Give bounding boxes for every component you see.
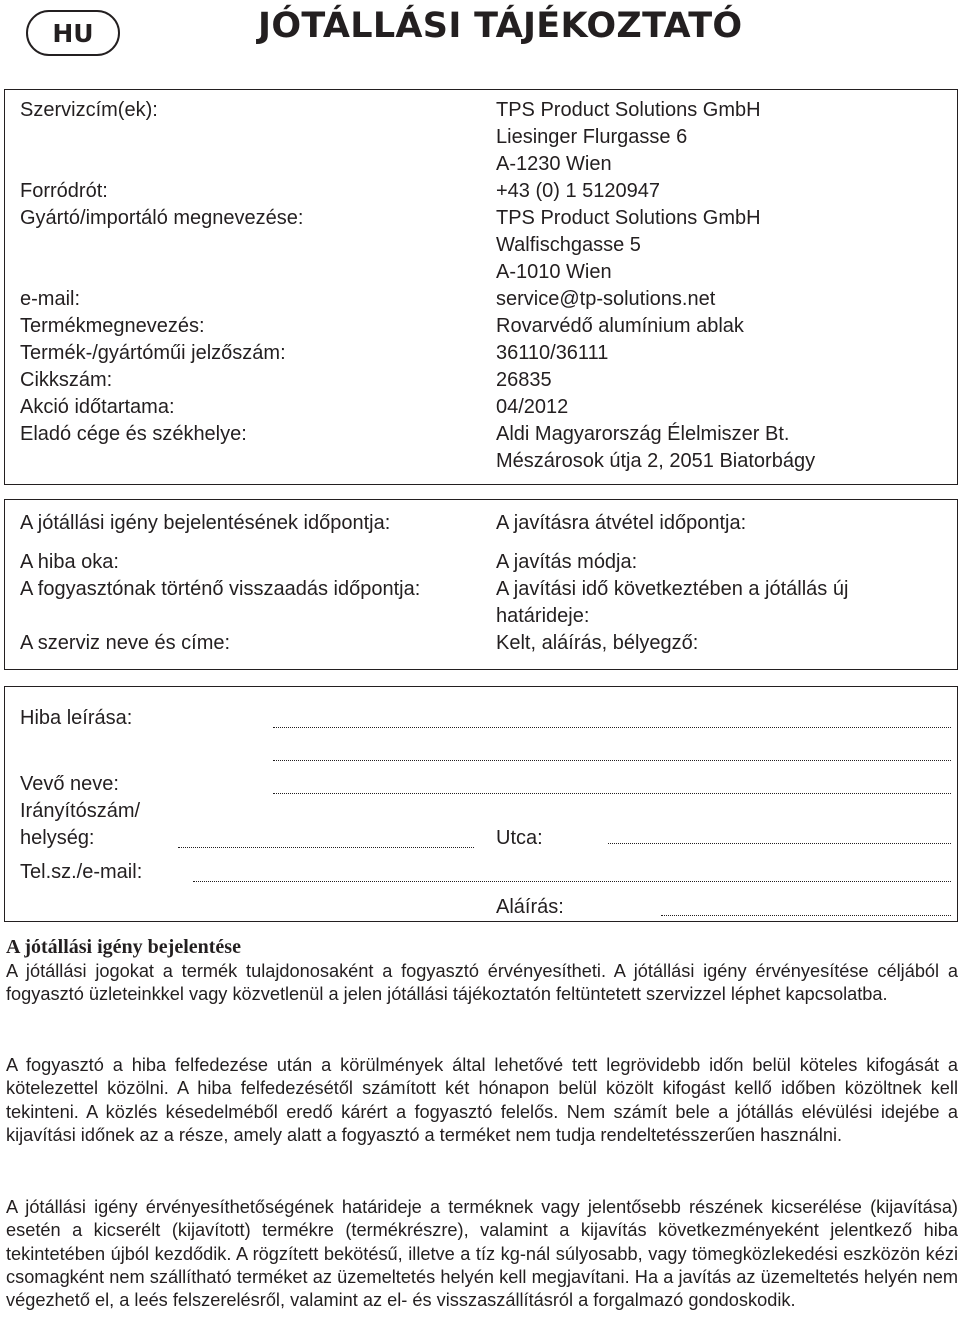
return-date-label: A fogyasztónak történő visszaadás időpontja:	[20, 578, 421, 600]
zip-label-cont: helység:	[20, 827, 95, 849]
article-value: 26835	[496, 369, 552, 391]
product-value: Rovarvédő alumínium ablak	[496, 315, 744, 337]
code-value: 36110/36111	[496, 342, 609, 364]
zip-field[interactable]	[178, 847, 474, 848]
email-value: service@tp-solutions.net	[496, 288, 716, 310]
paragraph: A fogyasztó a hiba felfedezése után a körülmények által lehetővé tett legrövidebb időn belül köteles kifogását a kötelezettel közölni. A hiba felfedezésétől számított két hónapon belül közölt kifogást kellő időben közöltnek kell tekinteni. A közlés késedelméből eredő kárért a fogyasztó felelős. Nem számít bele a jótállás elévülési idejébe a kijavítási időnek az a része, amely alatt a fogyasztó a terméket nem tudja rendeltetésszerűen használni.	[6, 1055, 958, 1145]
buyer-name-field[interactable]	[273, 793, 951, 794]
phone-field[interactable]	[193, 881, 951, 882]
repair-received-label: A javításra átvétel időpontja:	[496, 512, 747, 534]
defect-cause-label: A hiba oka:	[20, 551, 119, 573]
service-line: Liesinger Flurgasse 6	[496, 126, 688, 148]
language-badge: HU	[26, 10, 120, 56]
zip-label: Irányítószám/	[20, 800, 141, 822]
paragraph: A jótállási igény érvényesíthetőségének határideje a terméknek vagy jelentősebb részének kicserélése (kijavítása) esetén a kicserélt (kijavított) termékre (termékrészre), valamint a kijavítás következményeként jelentkező hiba tekintetében újból kezdődik. A rögzített bekötésű, illetve a tíz kg-nál súlyosabb, vagy tömegközlekedési eszközön kézi csomagként nem szállítható terméket az üzemeltetés helyén kell megjavítani. Ha a javítás az üzemeltetés helyén nem végezhető el, a leés felszerelésről, valamint az el- és visszaszállításról a forgalmazó gondoskodik.	[6, 1197, 958, 1311]
code-label: Termék-/gyártóműi jelzőszám:	[20, 342, 286, 364]
claim-date-label: A jótállási igény bejelentésének időpontja:	[20, 512, 391, 534]
article-label: Cikkszám:	[20, 369, 113, 391]
seller-line: Aldi Magyarország Élelmiszer Bt.	[496, 423, 790, 445]
new-deadline-label: A javítási idő következtében a jótállás új	[496, 578, 849, 600]
buyer-name-label: Vevő neve:	[20, 773, 119, 795]
phone-label: Tel.sz./e-mail:	[20, 861, 143, 883]
service-line: A-1230 Wien	[496, 153, 612, 175]
street-field[interactable]	[608, 843, 951, 844]
info-box	[4, 89, 958, 485]
service-name-label: A szerviz neve és címe:	[20, 632, 231, 654]
service-label: Szervizcím(ek):	[20, 99, 158, 121]
claim-box	[4, 499, 958, 670]
new-deadline-label-cont: határideje:	[496, 605, 590, 627]
page-title: JÓTÁLLÁSI TÁJÉKOZTATÓ	[258, 6, 743, 46]
defect-desc-label: Hiba leírása:	[20, 707, 133, 729]
repair-method-label: A javítás módja:	[496, 551, 638, 573]
header	[0, 0, 960, 70]
seller-line: Mészárosok útja 2, 2051 Biatorbágy	[496, 450, 816, 472]
signature-label: Aláírás:	[496, 896, 564, 918]
paragraph: A jótállási jogokat a termék tulajdonosaként a fogyasztó érvényesítheti. A jótállási igény érvényesítése céljából a fogyasztó üzleteinkkel vagy közvetlenül a jelen jótállási tájékoztatón feltüntetett szervizzel léphet kapcsolatba.	[6, 961, 958, 1005]
product-label: Termékmegnevezés:	[20, 315, 205, 337]
manufacturer-line: Walfischgasse 5	[496, 234, 641, 256]
service-line: TPS Product Solutions GmbH	[496, 99, 761, 121]
defect-desc-field[interactable]	[273, 727, 951, 728]
email-label: e-mail:	[20, 288, 81, 310]
street-label: Utca:	[496, 827, 543, 849]
manufacturer-label: Gyártó/importáló megnevezése:	[20, 207, 304, 229]
hotline-value: +43 (0) 1 5120947	[496, 180, 661, 202]
signature-field[interactable]	[661, 915, 951, 916]
defect-desc-field-2[interactable]	[273, 760, 951, 761]
form-box	[4, 686, 958, 922]
promo-value: 04/2012	[496, 396, 569, 418]
section-title: A jótállási igény bejelentése	[6, 936, 241, 958]
signature-stamp-label: Kelt, aláírás, bélyegző:	[496, 632, 699, 654]
manufacturer-line: TPS Product Solutions GmbH	[496, 207, 761, 229]
seller-label: Eladó cége és székhelye:	[20, 423, 247, 445]
hotline-label: Forródrót:	[20, 180, 108, 202]
promo-label: Akció időtartama:	[20, 396, 175, 418]
manufacturer-line: A-1010 Wien	[496, 261, 612, 283]
